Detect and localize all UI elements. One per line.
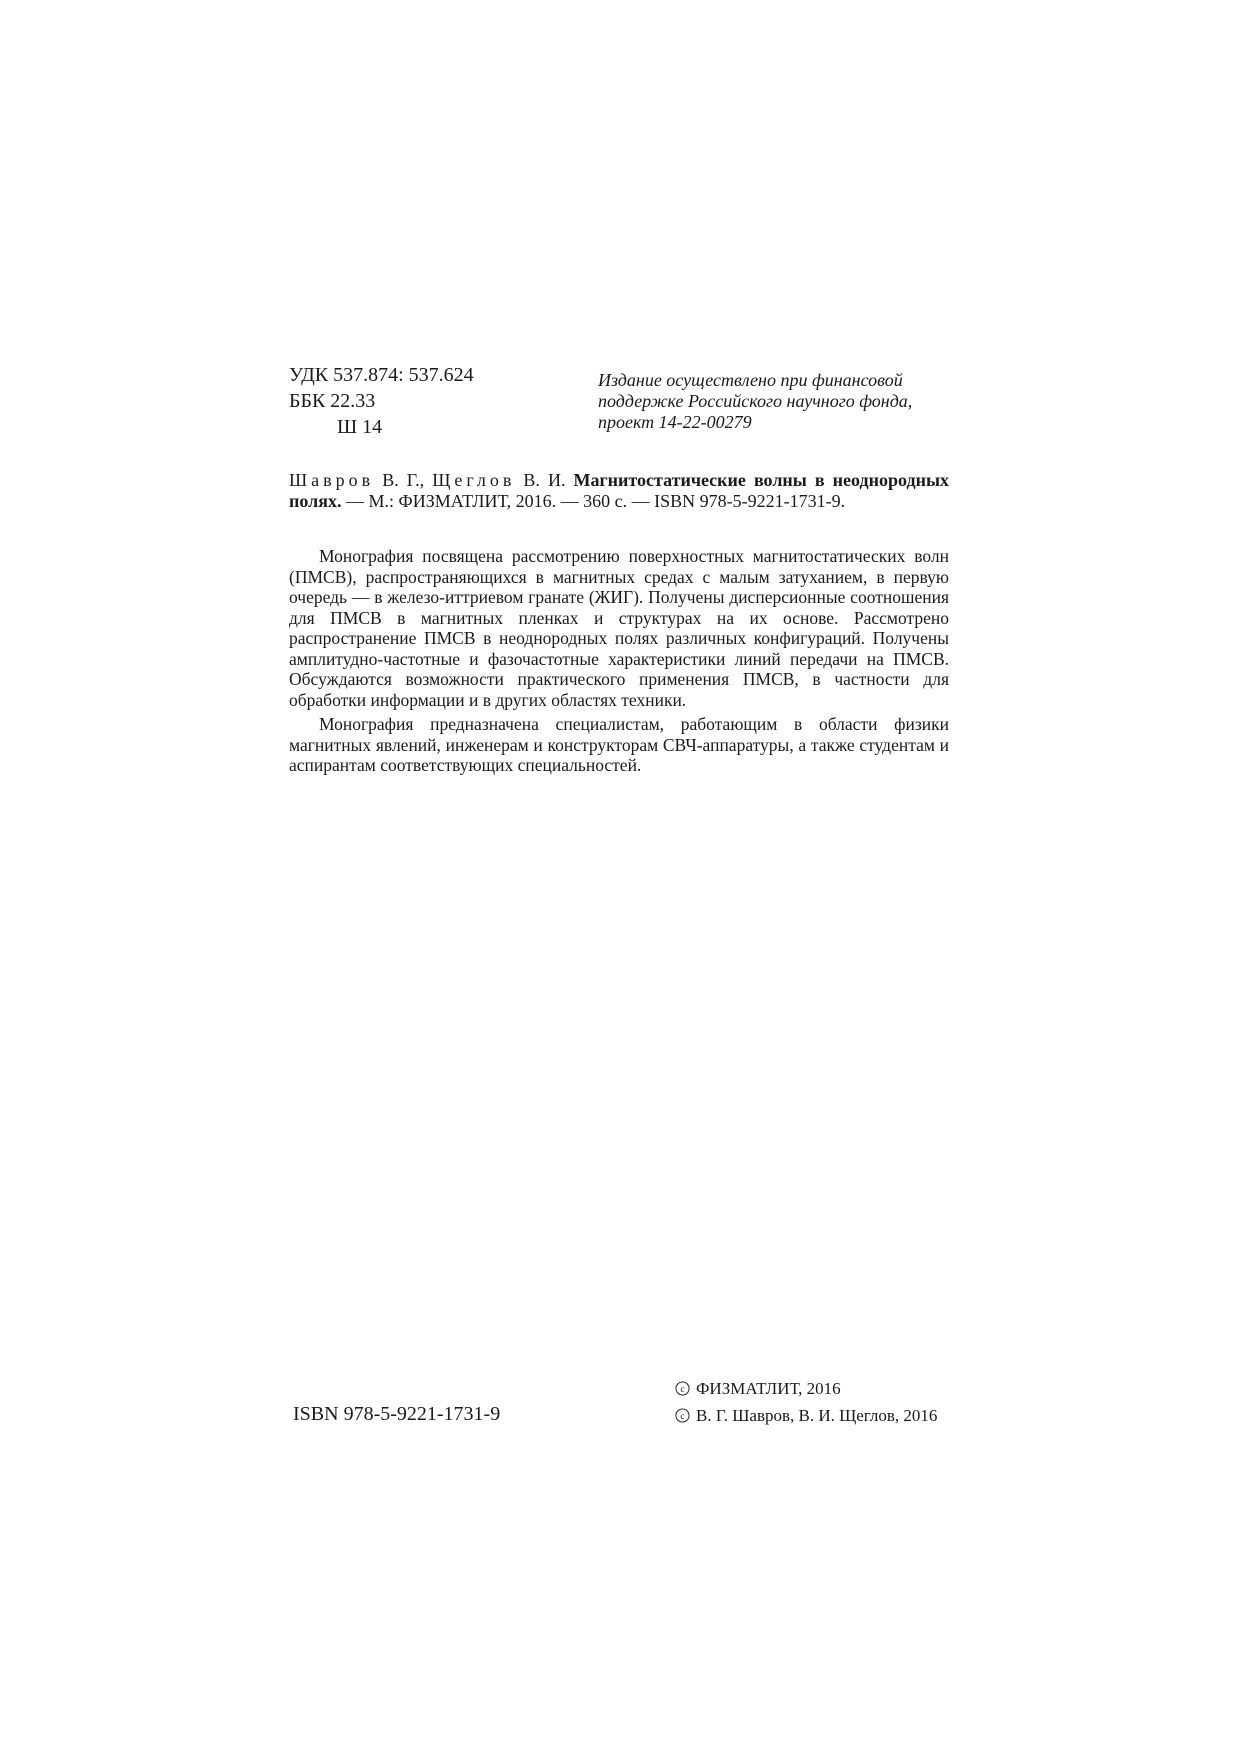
annotation-paragraph: Монография посвящена рассмотрению поверхностных магнитостатических волн (ПМСВ), распространяющихся в магнитных средах с малым затуханием, в первую очередь — в железо-иттриевом гранате (ЖИГ). Получены дисперсионные соотношения для ПМСВ в магнитных пленках и структурах на их основе. Рассмотрено распространение ПМСВ в неоднородных полях различных конфигураций. Получены амплитудно-частотные и фазочастотные характеристики линий передачи на ПМСВ. Обсуждаются возможности практического применения ПМСВ, в частности для обработки информации и в других областях техники. bbox=[289, 546, 949, 710]
author-sign: Ш 14 bbox=[337, 416, 383, 438]
isbn: ISBN 978-5-9221-1731-9 bbox=[293, 1403, 501, 1425]
funding-note-line: проект 14-22-00279 bbox=[598, 412, 752, 432]
copyright-text: В. Г. Шавров, В. И. Щеглов, 2016 bbox=[696, 1406, 938, 1425]
copyright-line bbox=[675, 1402, 937, 1429]
bibliographic-citation bbox=[289, 470, 949, 512]
funding-note bbox=[598, 370, 958, 433]
copyright-line bbox=[675, 1375, 937, 1402]
bbk-code: ББК 22.33 bbox=[289, 390, 376, 412]
copyright-icon bbox=[675, 1381, 690, 1396]
imprint-details: — М.: ФИЗМАТЛИТ, 2016. — 360 с. — ISBN 978-5-9221-1731-9. bbox=[345, 491, 846, 511]
svg-text:c: c bbox=[680, 1384, 685, 1395]
author-initials: В. И. bbox=[523, 470, 566, 490]
udk-code: УДК 537.874: 537.624 bbox=[289, 364, 474, 386]
copyright-text: ФИЗМАТЛИТ, 2016 bbox=[696, 1379, 841, 1398]
classification-codes bbox=[289, 362, 474, 440]
author-initials: В. Г., bbox=[382, 470, 425, 490]
book-title: Магнитостатические волны в неоднородных полях. bbox=[289, 470, 950, 511]
svg-text:c: c bbox=[680, 1411, 685, 1422]
annotation-paragraph: Монография предназначена специалистам, работающим в области физики магнитных явлений, инженерам и конструкторам СВЧ-аппаратуры, а также студентам и аспирантам соответствующих специальностей. bbox=[289, 714, 949, 775]
copyright-icon bbox=[675, 1408, 690, 1423]
author-surname: Щеглов bbox=[432, 470, 516, 490]
funding-note-line: Издание осуществлено при финансовой bbox=[598, 370, 903, 390]
funding-note-line: поддержке Российского научного фонда, bbox=[598, 391, 913, 411]
annotation bbox=[289, 546, 949, 776]
copyright-block bbox=[675, 1375, 937, 1429]
author-surname: Шавров bbox=[289, 470, 375, 490]
